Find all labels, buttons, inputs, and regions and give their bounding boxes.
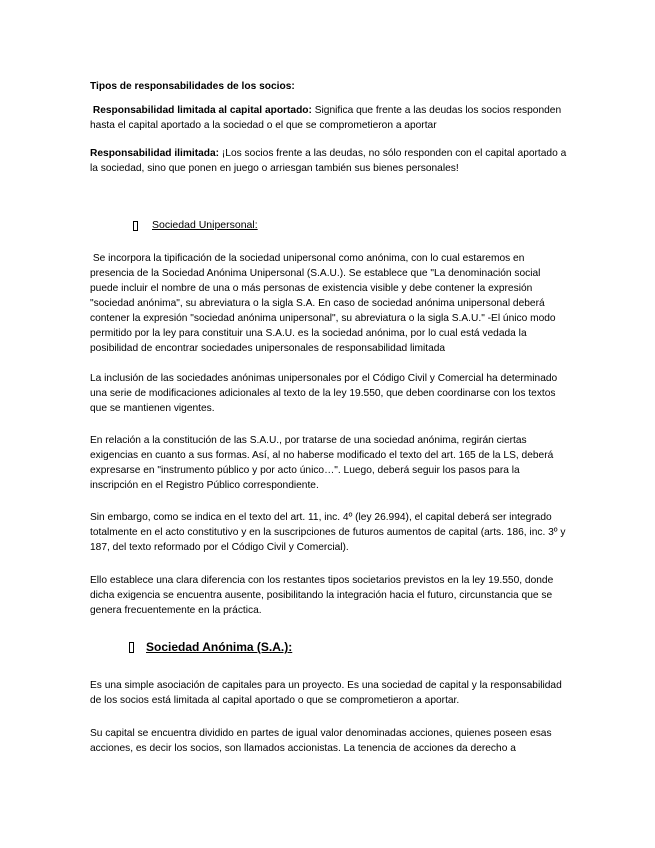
section-heading-sa xyxy=(129,640,292,655)
paragraph-responsabilidad-ilimitada xyxy=(90,146,570,176)
page-title: Tipos de responsabilidades de los socios: xyxy=(90,81,295,92)
text-ilimitada: ¡Los socios frente a las deudas, no sólo responden con el capital aportado a la sociedad, sino que ponen en juego o arriesgan también sus bienes personales! xyxy=(90,148,567,174)
paragraph xyxy=(90,251,570,356)
paragraph: Sin embargo, como se indica en el texto del art. 11, inc. 4º (ley 26.994), el capital deberá ser integrado totalmente en el acto constitutivo y en la suscripciones de futuros aumentos de capital (arts. 186, inc. 3º y 187, del texto reformado por el Código Civil y Comercial). xyxy=(90,512,566,553)
section-heading-text: Sociedad Anónima (S.A.): xyxy=(146,640,293,654)
paragraph: La inclusión de las sociedades anónimas unipersonales por el Código Civil y Comercial ha determinado una serie de modificaciones adicionales al texto de la ley 19.550, que deben coordinarse con los textos que se mantienen vigentes. xyxy=(90,373,558,414)
bullet-icon xyxy=(133,221,138,231)
paragraph: En relación a la constitución de las S.A.U., por tratarse de una sociedad anónima, regirán ciertas exigencias en cuanto a sus formas. Así, al no haberse modificado el texto del art. 165 de la LS, deberá expresarse en "instrumento público y por acto único…". Luego, deberá seguir los pasos para la inscripción en el Registro Público correspondiente. xyxy=(90,435,554,491)
term-ilimitada: Responsabilidad ilimitada: xyxy=(90,148,220,159)
paragraph: Ello establece una clara diferencia con los restantes tipos societarios previstos en la ley 19.550, donde dicha exigencia se encuentra ausente, posibilitando la integración hacia el futuro, circunstancia que se genera frecuentemente en la práctica. xyxy=(90,575,554,616)
section-heading-text: Sociedad Unipersonal: xyxy=(152,219,258,231)
paragraph: Es una simple asociación de capitales para un proyecto. Es una sociedad de capital y la responsabilidad de los socios está limitada al capital aportado o que se comprometieron a aportar. xyxy=(90,680,562,706)
term-limitada: Responsabilidad limitada al capital aportado: xyxy=(92,105,312,116)
bullet-icon xyxy=(129,642,134,653)
paragraph-text: Se incorpora la tipificación de la sociedad unipersonal como anónima, con lo cual estaremos en presencia de la Sociedad Anónima Unipersonal (S.A.U.). Se establece que "La denominación social puede incluir el nombre de una o más personas de existencia visible y debe contener la expresión "sociedad anónima", su abreviatura o la sigla S.A. En caso de sociedad anónima unipersonal deberá contener la expresión "sociedad anónima unipersonal", su abreviatura o la sigla S.A.U." -El único modo permitido por la ley para constituir una S.A.U. es la sociedad anónima, por lo cual está vedada la posibilidad de encontrar sociedades unipersonales de responsabilidad limitada xyxy=(90,253,556,354)
paragraph: Su capital se encuentra dividido en partes de igual valor denominadas acciones, quienes poseen esas acciones, es decir los socios, son llamados accionistas. La tenencia de acciones da derecho a xyxy=(90,728,552,754)
section-heading-unipersonal xyxy=(133,218,258,233)
paragraph-responsabilidad-limitada xyxy=(90,103,570,133)
text-limitada: Significa que frente a las deudas los socios responden hasta el capital aportado a la sociedad o el que se comprometieron a aportar xyxy=(90,105,562,131)
